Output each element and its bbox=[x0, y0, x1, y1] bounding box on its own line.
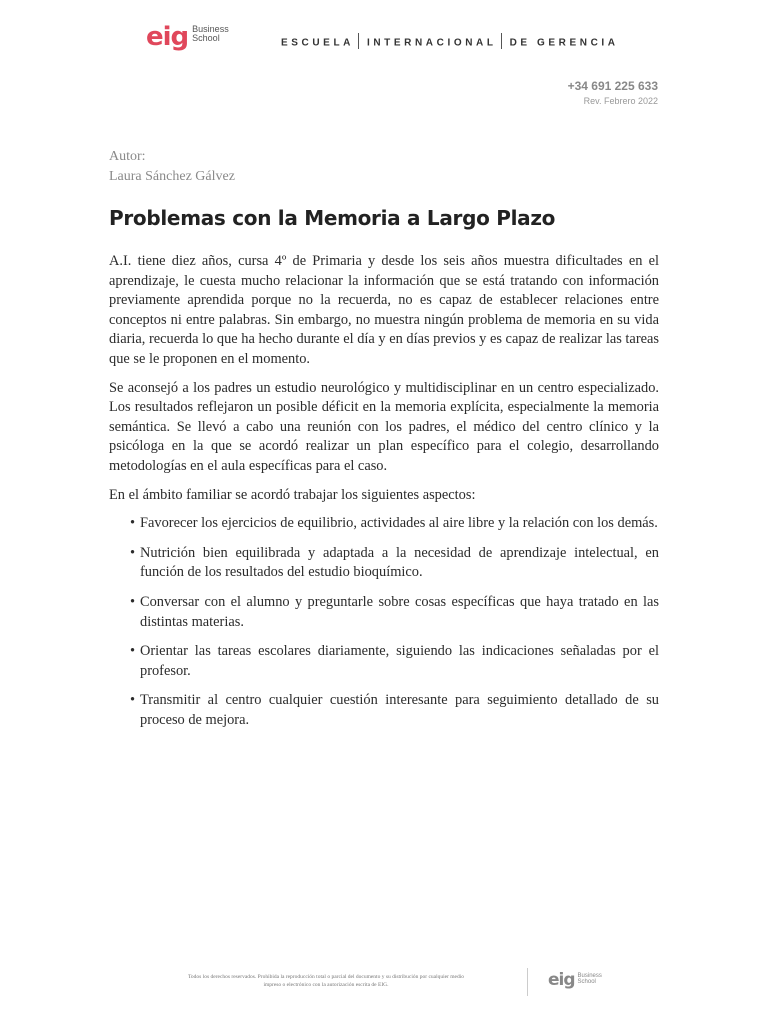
list-item-text: Orientar las tareas escolares diariamente, siguiendo las indicaciones señaladas por el profesor. bbox=[140, 643, 659, 679]
tagline-part-2: INTERNACIONAL bbox=[366, 37, 497, 49]
tagline-part-3: DE GERENCIA bbox=[509, 37, 619, 49]
list-item-text: Transmitir al centro cualquier cuestión interesante para seguimiento detallado de su proceso de mejora. bbox=[140, 692, 659, 728]
footer-logo bbox=[548, 972, 602, 989]
revision-date: Rev. Febrero 2022 bbox=[583, 96, 658, 106]
eig-logo bbox=[146, 24, 229, 50]
footer-legal bbox=[142, 973, 510, 989]
logo-sub-line1: Business bbox=[192, 24, 229, 34]
bullet-icon: • bbox=[130, 643, 136, 660]
phone-number[interactable]: +34 691 225 633 bbox=[567, 79, 658, 93]
footer-logo-subtitle bbox=[578, 973, 602, 985]
tagline-divider bbox=[501, 33, 502, 49]
paragraph: Se aconsejó a los padres un estudio neurológico y multidisciplinar en un centro especializado. Los resultados reflejaron un posible déficit en la memoria explícita, especialmente la memoria semántica. Se llevó a cabo una reunión con los padres, el médico del centro clínico y la psicóloga en la que se acordó realizar un plan específico para el colegio, desarrollando metodologías en el aula específicas para el caso. bbox=[109, 379, 659, 474]
bullet-icon: • bbox=[130, 593, 136, 610]
bullet-icon: • bbox=[130, 515, 136, 532]
paragraph: En el ámbito familiar se acordó trabajar los siguientes aspectos: bbox=[109, 486, 476, 503]
tagline-divider bbox=[358, 33, 359, 49]
list-item bbox=[109, 593, 659, 632]
list-item bbox=[109, 544, 659, 583]
author-name: Laura Sánchez Gálvez bbox=[109, 169, 235, 184]
logo-subtitle bbox=[192, 25, 229, 43]
logo-mark: eig bbox=[146, 22, 189, 52]
document-body bbox=[109, 252, 659, 740]
footer-legal-line2: impreso o electrónico con la autorización escrita de EIG. bbox=[263, 982, 389, 988]
logo-sub-line2: School bbox=[192, 33, 220, 43]
school-tagline bbox=[281, 35, 619, 51]
tagline-part-1: ESCUELA bbox=[281, 37, 354, 49]
bullet-icon: • bbox=[130, 544, 136, 561]
bullet-icon: • bbox=[130, 692, 136, 709]
list-item bbox=[109, 691, 659, 730]
footer-divider bbox=[527, 968, 528, 996]
footer-logo-sub-line2: School bbox=[577, 978, 596, 985]
author-label: Autor: bbox=[109, 149, 146, 164]
list-item bbox=[109, 642, 659, 681]
list-item-text: Favorecer los ejercicios de equilibrio, actividades al aire libre y la relación con los demás. bbox=[140, 515, 658, 532]
footer-legal-line1: Todos los derechos reservados. Prohibida la reproducción total o parcial del documento y su distribución por cualquier medio bbox=[187, 974, 465, 980]
paragraph: A.I. tiene diez años, cursa 4º de Primaria y desde los seis años muestra dificultades en el aprendizaje, le cuesta mucho relacionar la información que se está tratando con información previamente aprendida porque no la recuerda, no es capaz de establecer relaciones entre conceptos ni entre palabras. Sin embargo, no muestra ningún problema de memoria en su vida diaria, recuerda lo que ha hecho durante el día y en días previos y es capaz de realizar las tareas que se le proponen en el momento. bbox=[109, 253, 659, 367]
aspects-list bbox=[109, 514, 659, 730]
list-item bbox=[109, 514, 659, 534]
list-item-text: Nutrición bien equilibrada y adaptada a la necesidad de aprendizaje intelectual, en función de los resultados del estudio bioquímico. bbox=[140, 544, 659, 581]
contact-block bbox=[568, 79, 658, 106]
footer-logo-sub-line1: Business bbox=[577, 972, 602, 979]
document-title: Problemas con la Memoria a Largo Plazo bbox=[109, 206, 556, 230]
list-item-text: Conversar con el alumno y preguntarle sobre cosas específicas que haya tratado en las distintas materias. bbox=[140, 593, 659, 630]
author-block bbox=[109, 147, 235, 187]
footer-logo-mark: eig bbox=[548, 970, 575, 990]
